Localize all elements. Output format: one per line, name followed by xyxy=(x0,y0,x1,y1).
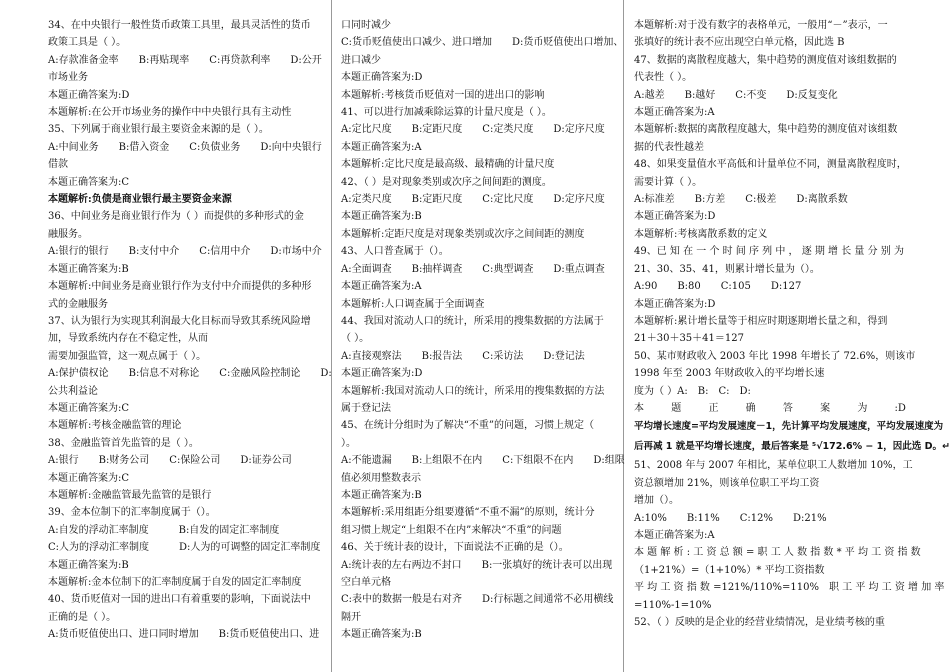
text-line: 本题正确答案为:D xyxy=(634,298,716,310)
text-line: A:定比尺度 B:定距尺度 C:定类尺度 D:定序尺度 xyxy=(341,124,605,136)
text-line: C:人为的浮动汇率制度 D:人为的可调整的固定汇率制度 xyxy=(48,542,321,554)
answer-char: 确 xyxy=(745,402,756,414)
text-line: 本题解析:对于没有数字的表格单元，一般用“－”表示，一 xyxy=(634,20,888,31)
text-line: A:统计表的左右两边不封口 B:一张填好的统计表可以出现 xyxy=(341,559,613,571)
text-line: 本题正确答案为:A xyxy=(341,281,422,293)
text-line: 本题解析:考核货币贬值对一国的进出口的影响 xyxy=(341,89,545,101)
text-line: 本题正确答案为:B xyxy=(341,211,422,223)
text-line: 52、（ ）反映的是企业的经营业绩情况，是业绩考核的重 xyxy=(634,617,885,628)
text-line: A:定类尺度 B:定距尺度 C:定比尺度 D:定序尺度 xyxy=(341,194,605,206)
text-line: （1+21%）=（1+10%）* 平均工资指数 xyxy=(634,564,825,576)
text-line: 平 均 工 资 指 数 =121%/110%=110% 职 工 平 均 工 资 增 加 率 xyxy=(634,582,945,594)
text-line: 需要加强监管，这一观点属于（ ）。 xyxy=(48,350,207,362)
column-divider xyxy=(623,0,624,672)
text-line: 21＋30＋35＋41＝127 xyxy=(634,333,744,345)
text-line: 本题正确答案为:A xyxy=(634,107,715,119)
text-line: A:存款准备金率 B:再贴现率 C:再贷款利率 D:公开 xyxy=(48,54,322,66)
text-line: 市场业务 xyxy=(48,72,88,84)
text-line: A:银行的银行 B:支付中介 C:信用中介 D:市场中介 xyxy=(48,246,322,258)
answer-line xyxy=(634,400,906,417)
text-line: 需要计算（ ）。 xyxy=(634,176,703,188)
text-line: 1998 年至 2003 年财政收入的平均增长速 xyxy=(634,368,825,380)
text-line: 后再减 1 就是平均增长速度，最后答案是 ⁵√172.6% − 1，因此选 D。↵ xyxy=(634,441,950,453)
text-line: 本题解析:定距尺度是对现象类别或次序之间间距的测度 xyxy=(341,228,585,240)
text-line: 组习惯上规定“上组限不在内”来解决“不重”的问题 xyxy=(341,524,562,536)
text-line: （ ）。 xyxy=(341,333,370,345)
text-line: 本题正确答案为:B xyxy=(341,489,422,501)
text-line: 本题正确答案为:C xyxy=(48,176,130,188)
text-line: 本题解析:定比尺度是最高级、最精确的计量尺度 xyxy=(341,159,555,171)
text-line: 本题解析:人口调查属于全面调查 xyxy=(341,298,485,310)
text-line: 本题解析:负债是商业银行最主要资金来源 xyxy=(48,194,232,206)
text-line: 本题正确答案为:A xyxy=(341,141,422,153)
text-line: A:越差 B:越好 C:不变 D:反复变化 xyxy=(634,89,838,101)
text-line: 46、关于统计表的设计，下面说法不正确的是（）。 xyxy=(341,542,569,554)
text-line: 本题解析:累计增长量等于相应时期逐期增长量之和，得到 xyxy=(634,315,888,327)
text-line: 据的代表性越差 xyxy=(634,141,704,153)
text-line: 口同时减少 xyxy=(341,20,391,31)
text-line: 本题解析:中间业务是商业银行作为支付中介而提供的多种形 xyxy=(48,281,312,293)
text-line: 本题正确答案为:D xyxy=(341,368,423,380)
text-line: 本题解析:我国对流动人口的统计，所采用的搜集数据的方法 xyxy=(341,385,605,397)
text-line: A:银行 B:财务公司 C:保险公司 D:证券公司 xyxy=(48,455,292,467)
text-line: A:自发的浮动汇率制度 B:自发的固定汇率制度 xyxy=(48,524,280,536)
text-line: 38、金融监管首先监管的是（ ）。 xyxy=(48,437,199,449)
text-line: 式的金融服务 xyxy=(48,298,108,310)
text-line: A:10% B:11% C:12% D:21% xyxy=(634,512,827,524)
text-line: A:中间业务 B:借入资金 C:负债业务 D:向中央银行 xyxy=(48,141,322,153)
text-line: 本题正确答案为:D xyxy=(634,211,716,223)
text-line: 51、2008 年与 2007 年相比，某单位职工人数增加 10%，工 xyxy=(634,460,913,472)
text-line: A:90 B:80 C:105 D:127 xyxy=(634,281,802,293)
text-line: 本题正确答案为:C xyxy=(48,472,130,484)
text-line: 本题解析:考核金融监管的理论 xyxy=(48,420,182,432)
text-line: 35、下列属于商业银行最主要资金来源的是（ ）。 xyxy=(48,124,269,136)
text-line: C:表中的数据一般是右对齐 D:行标题之间通常不必用横线 xyxy=(341,594,614,606)
text-line: A:标准差 B:方差 C:极差 D:离散系数 xyxy=(634,194,848,206)
column-right xyxy=(634,17,950,672)
text-line: 本题正确答案为:B xyxy=(48,559,129,571)
text-line: 48、如果变量值水平高低和计量单位不同，测量离散程度时， xyxy=(634,159,907,171)
answer-char: 题 xyxy=(671,402,682,414)
text-line: 49、已 知 在 一 个 时 间 序 列 中 ， 逐 期 增 长 量 分 别 为 xyxy=(634,246,904,258)
text-line: 本题解析:数据的离散程度越大，集中趋势的测度值对该组数 xyxy=(634,124,898,136)
text-line: 21、30、35、41，则累计增长量为（）。 xyxy=(634,263,820,275)
answer-char: 答 xyxy=(782,402,793,414)
text-line: 进口减少 xyxy=(341,54,381,66)
text-line: 37、认为银行为实现其利润最大化目标而导致其系统风险增 xyxy=(48,315,311,327)
text-line: 34、在中央银行一般性货币政策工具里，最具灵活性的货币 xyxy=(48,20,311,31)
text-line: 本题解析:金本位制下的汇率制度属于自发的固定汇率制度 xyxy=(48,577,302,588)
text-line: 本题正确答案为:B xyxy=(341,629,422,641)
text-line: 度为（ ）A: B: C: D: xyxy=(634,385,751,397)
text-line: A:不能遗漏 B:上组限不在内 C:下组限不在内 D:组限 xyxy=(341,455,625,467)
text-line: C:货币贬值使出口减少、进口增加 D:货币贬值使出口增加、 xyxy=(341,37,624,49)
text-line: 43、人口普查属于（）。 xyxy=(341,246,449,258)
text-line: 属于登记法 xyxy=(341,402,391,414)
text-line: 44、我国对流动人口的统计，所采用的搜集数据的方法属于 xyxy=(341,315,604,327)
text-line: 空白单元格 xyxy=(341,577,391,588)
answer-char: 正 xyxy=(708,402,719,414)
text-line: 政策工具是（ ）。 xyxy=(48,37,127,49)
text-line: A:全面调查 B:抽样调查 C:典型调查 D:重点调查 xyxy=(341,263,605,275)
text-line: 本题解析:金融监管最先监管的是银行 xyxy=(48,489,212,501)
text-line: A:保护债权论 B:信息不对称论 C:金融风险控制论 D: xyxy=(48,368,332,380)
column-middle xyxy=(341,17,625,672)
text-line: 本题正确答案为:D xyxy=(341,72,423,84)
text-line: A:货币贬值使出口、进口同时增加 B:货币贬值使出口、进 xyxy=(48,629,320,641)
text-line: 融服务。 xyxy=(48,228,88,240)
text-line: 本题解析:在公开市场业务的操作中中央银行具有主动性 xyxy=(48,107,292,119)
text-line: A:直接观察法 B:报告法 C:采访法 D:登记法 xyxy=(341,350,585,362)
text-line: 本题解析:采用组距分组要遵循“不重不漏”的原则，统计分 xyxy=(341,507,595,519)
text-line: 本 题 解 析 : 工 资 总 额 = 职 工 人 数 指 数 * 平 均 工 资 指 数 xyxy=(634,547,921,559)
text-line: 代表性（ ）。 xyxy=(634,72,693,84)
text-line: 正确的是（ ）。 xyxy=(48,611,117,623)
answer-char: 案 xyxy=(820,402,831,414)
text-line: 45、在统计分组时为了解决“不重”的问题，习惯上规定（ xyxy=(341,420,594,432)
text-line: 资总额增加 21%，则该单位职工平均工资 xyxy=(634,477,820,489)
text-line: 值必须用整数表示 xyxy=(341,472,421,484)
text-line: 本题正确答案为:B xyxy=(48,263,129,275)
text-line: 加，导致系统内存在不稳定性，从而 xyxy=(48,333,208,345)
text-line: =110%-1=10% xyxy=(634,599,712,611)
text-line: 40、货币贬值对一国的进出口有着重要的影响，下面说法中 xyxy=(48,594,311,606)
text-line: 公共利益论 xyxy=(48,385,98,397)
text-line: 增加（）。 xyxy=(634,495,679,507)
answer-char: 为 xyxy=(857,402,868,414)
text-line: 47、数据的离散程度越大，集中趋势的测度值对该组数据的 xyxy=(634,54,897,66)
column-left xyxy=(48,17,332,672)
answer-char: 本 xyxy=(634,402,644,414)
text-line: 本题正确答案为:C xyxy=(48,402,130,414)
text-line: 36、中间业务是商业银行作为（ ）而提供的多种形式的金 xyxy=(48,211,304,223)
text-line: 50、某市财政收入 2003 年比 1998 年增长了 72.6%，则该市 xyxy=(634,350,916,362)
text-line: 42、（ ）是对现象类别或次序之间间距的测度。 xyxy=(341,176,552,188)
text-line: 本题正确答案为:D xyxy=(48,89,130,101)
text-line: 隔开 xyxy=(341,611,361,623)
text-line: 39、金本位制下的汇率制度属于（）。 xyxy=(48,507,216,519)
text-line: 张填好的统计表不应出现空白单元格，因此选 B xyxy=(634,37,845,49)
text-line: 本题解析:考核离散系数的定义 xyxy=(634,228,768,240)
text-line: ）。 xyxy=(341,437,356,449)
text-line: 本题正确答案为:A xyxy=(634,529,715,541)
column-divider xyxy=(331,0,332,672)
text-line: 41、可以进行加减乘除运算的计量尺度是（ ）。 xyxy=(341,107,552,119)
answer-char: :D xyxy=(894,402,906,414)
text-line: 借款 xyxy=(48,159,68,171)
text-line: 平均增长速度=平均发展速度－1，先计算平均发展速度，平均发展速度为 xyxy=(634,421,944,433)
